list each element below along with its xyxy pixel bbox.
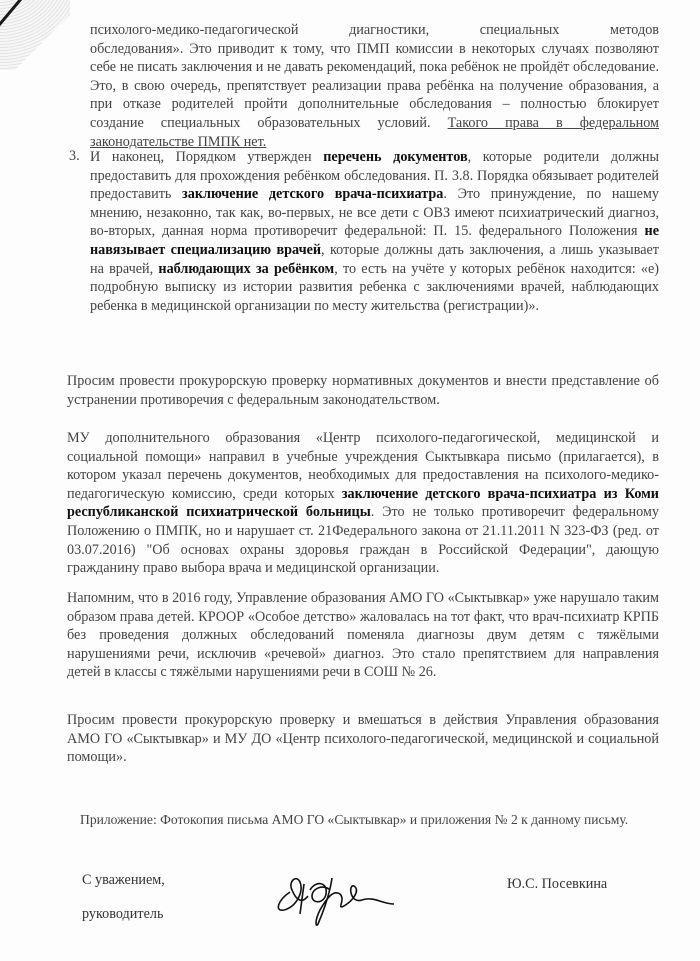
request-paragraph-2 bbox=[67, 711, 659, 767]
point2-underlined-statement: Такого права в федеральном законодательстве ПМПК нет. bbox=[90, 114, 659, 150]
point3-bold-observing: наблюдающих за ребёнком bbox=[158, 260, 335, 277]
point3-part: , то есть на учёте у которых ребёнок находится: «е) подробную выписку из истории развития ребенка с заключениями врачей, наблюдающих ребенка в медицинской организации по месту жительства (регистрации)». bbox=[90, 260, 659, 314]
point3-part: . Это принуждение, по нашему мнению, незаконно, так как, во-первых, не все дети с ОВЗ имеют психиатрический диагноз, во-вторых, данная норма противоречит федеральной: П. 15. федерального Положения bbox=[90, 186, 659, 240]
mu-paragraph-body bbox=[67, 429, 659, 578]
signature-drawing bbox=[270, 870, 400, 930]
mu-paragraph bbox=[67, 429, 659, 578]
handwritten-signature-icon bbox=[270, 870, 400, 935]
point2-body bbox=[90, 40, 659, 152]
attachment-note bbox=[80, 811, 660, 830]
point2-text: обследования». Это приводит к тому, что ПМП комиссии в некоторых случаях позволяют себе не писать заключения и не давать рекомендаций, пока ребёнок не пройдёт обследование. Это, в свою очередь, препятствует реализации права ребёнка на получение образования, а при отказе родителей пройти дополнительные обследования – полностью блокирует создание специальных образовательных условий. bbox=[90, 40, 659, 131]
attachment-text: Приложение: Фотокопия письма АМО ГО «Сыктывкар» и приложения № 2 к данному письму. bbox=[80, 812, 629, 827]
request-paragraph-1 bbox=[67, 372, 659, 409]
folded-corner bbox=[0, 0, 70, 70]
line-word: диагностики, bbox=[349, 22, 430, 38]
signer-position: руководитель bbox=[82, 906, 164, 922]
mu-part: . Это не только противоречит федеральному Положению о ПМПК, но и нарушает ст. 21Федерального закона от 21.11.2011 N 323-ФЗ (ред. от 03.07.2016) "Об основах охраны здоровья граждан в Российской Федерации", дающую гражданину право выбора врача и медицинской организации. bbox=[67, 504, 659, 577]
point3-bold-psychiatrist: заключение детского врача-психиатра bbox=[182, 186, 444, 203]
list-number-3: 3. bbox=[69, 148, 80, 164]
point2-continuation bbox=[90, 21, 659, 151]
closing-salutation: С уважением, bbox=[82, 872, 165, 888]
mu-bold-psychiatrist: заключение детского врача-психиатра из Коми республиканской психиатрической больницы bbox=[67, 485, 659, 521]
line-word: методов bbox=[610, 22, 659, 38]
reminder-paragraph bbox=[67, 589, 659, 682]
mu-part: МУ дополнительного образования «Центр психолого-педагогической, медицинской и социальной помощи» направил в учебные учреждения Сыктывкара письмо (прилагается), в котором указал перечень документов, необходимых для предоставления на психолого-медико-педагогическую комиссию, среди которых bbox=[67, 430, 659, 502]
signer-name: Ю.С. Посевкина bbox=[507, 876, 608, 892]
point3-part: , которые родители должны предоставить для прохождения ребёнком обследования. П. 3.8. Порядка обязывает родителей предоставить bbox=[90, 149, 660, 203]
request-1-text: Просим провести прокурорскую проверку нормативных документов и внести представление об устранении противоречия с федеральным законодательством. bbox=[67, 373, 659, 408]
point2-first-line bbox=[90, 21, 659, 40]
point3-bold-documents-list: перечень документов bbox=[323, 149, 468, 165]
request-2-text: Просим провести прокурорскую проверку и вмешаться в действия Управления образования АМО ГО «Сыктывкар» и МУ ДО «Центр психолого-педагогической, медицинской и социальной помощи». bbox=[67, 712, 659, 766]
line-word: специальных bbox=[479, 22, 560, 38]
line-word: психолого-медико-педагогической bbox=[90, 22, 299, 38]
reminder-text: Напомним, что в 2016 году, Управление образования АМО ГО «Сыктывкар» уже нарушало таким образом права детей. КРООР «Особое детство» жаловалась на тот факт, что врач-психиатр КРПБ без проведения должных обследований поменяла диагнозы двум детям с тяжёлыми нарушениями речи, исключив «речевой» диагноз. Это стало препятствием для направления детей в классы с тяжёлыми нарушениями речи в СОШ № 26. bbox=[67, 590, 659, 681]
point3-bold-specialization: не навязывает специализацию врачей bbox=[90, 223, 659, 258]
point3-text bbox=[90, 148, 659, 315]
point3-part: , которые должны дать заключения, а лишь указывает на врачей, bbox=[90, 241, 659, 277]
point3-part: И наконец, Порядком утвержден bbox=[90, 149, 324, 165]
